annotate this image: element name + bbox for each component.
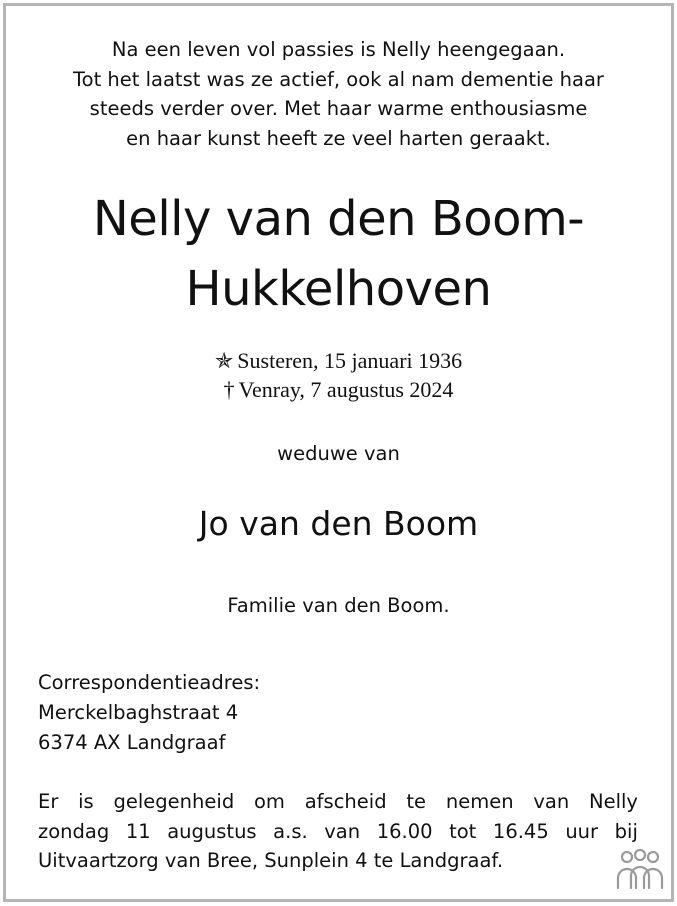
spouse-name: Jo van den Boom — [198, 504, 479, 543]
word: is — [78, 790, 94, 813]
intro-line: Na een leven vol passies is Nelly heengegaan. — [111, 38, 566, 61]
word: afscheid — [304, 790, 387, 813]
life-dates — [0, 346, 677, 404]
word: bij — [614, 819, 638, 843]
word: a.s. — [273, 819, 308, 843]
intro-line: en haar kunst heeft ze veel harten geraakt. — [126, 126, 551, 150]
people-group-icon — [614, 848, 666, 892]
word: 11 — [125, 819, 151, 843]
intro-line: steeds verder over. Met haar warme enthousiasme — [89, 97, 588, 120]
address-street: Merckelbaghstraat 4 — [38, 701, 239, 724]
word: om — [254, 790, 285, 813]
death-date: Venray, 7 augustus 2024 — [238, 377, 454, 402]
farewell-line-2 — [38, 817, 638, 847]
address-label: Correspondentieadres: — [38, 671, 261, 694]
word: 16.45 — [492, 819, 549, 843]
birth-date-line — [0, 346, 677, 375]
deceased-name-line-1: Nelly van den Boom- — [92, 191, 585, 247]
farewell-line-1 — [38, 787, 638, 817]
word: augustus — [167, 819, 257, 843]
word: nemen — [445, 790, 514, 813]
family-signature: Familie van den Boom. — [227, 594, 450, 617]
star-icon: ✯ — [214, 348, 234, 373]
relation-label: weduwe van — [277, 442, 400, 465]
word: 16.00 — [376, 819, 433, 843]
word: uur — [565, 819, 599, 843]
word: tot — [449, 819, 477, 843]
death-date-line — [0, 375, 677, 404]
address-city: 6374 AX Landgraaf — [38, 731, 226, 754]
farewell-info — [38, 787, 638, 876]
deceased-name-line-2: Hukkelhoven — [185, 261, 492, 317]
intro-line: Tot het laatst was ze actief, ook al nam dementie haar — [73, 67, 604, 91]
cross-icon: † — [223, 377, 235, 402]
word: te — [406, 790, 427, 813]
word: van — [533, 790, 570, 813]
word: Er — [38, 790, 59, 813]
word: zondag — [38, 819, 110, 843]
birth-date: Susteren, 15 januari 1936 — [237, 348, 463, 373]
word: van — [324, 819, 361, 843]
intro-text — [0, 35, 677, 153]
word: gelegenheid — [113, 790, 235, 813]
deceased-name — [0, 184, 677, 324]
correspondence-address — [38, 668, 260, 758]
word: Nelly — [589, 790, 638, 813]
farewell-line-3: Uitvaartzorg van Bree, Sunplein 4 te Landgraaf. — [38, 849, 504, 872]
